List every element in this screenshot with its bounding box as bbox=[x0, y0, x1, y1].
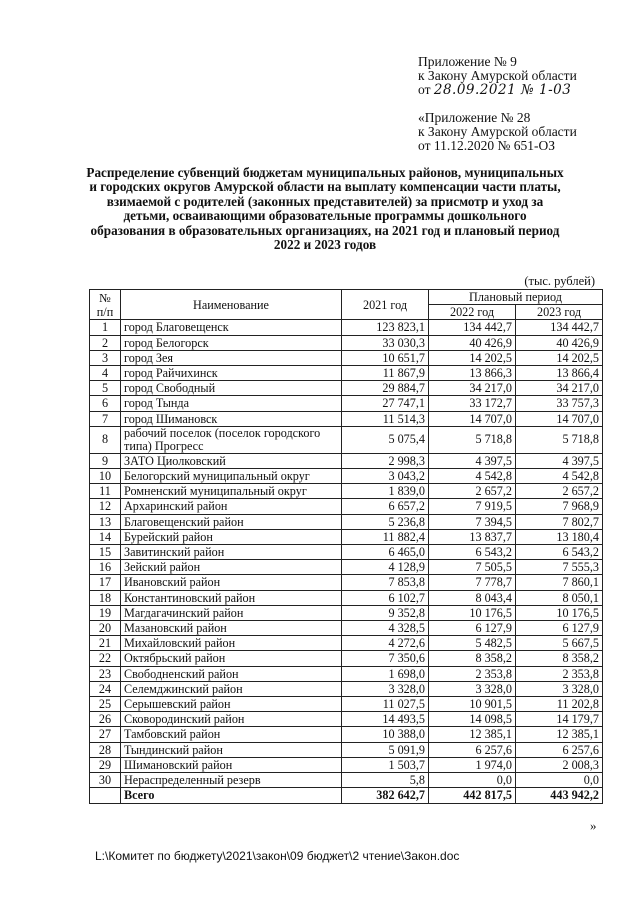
total-2022: 442 817,5 bbox=[429, 788, 516, 803]
row-name: Завитинский район bbox=[121, 545, 342, 560]
row-name: Свободненский район bbox=[121, 666, 342, 681]
row-value-2021: 6 102,7 bbox=[342, 590, 429, 605]
row-value-2023: 5 667,5 bbox=[516, 636, 603, 651]
row-name: Магдагачинский район bbox=[121, 605, 342, 620]
row-value-2022: 34 217,0 bbox=[429, 381, 516, 396]
row-number: 22 bbox=[90, 651, 121, 666]
table-row bbox=[90, 651, 603, 666]
row-number: 21 bbox=[90, 636, 121, 651]
row-value-2023: 2 353,8 bbox=[516, 666, 603, 681]
row-name: город Зея bbox=[121, 350, 342, 365]
table-row bbox=[90, 590, 603, 605]
table-row bbox=[90, 712, 603, 727]
row-value-2021: 7 853,8 bbox=[342, 575, 429, 590]
table-row bbox=[90, 773, 603, 788]
table-row bbox=[90, 545, 603, 560]
row-value-2021: 27 747,1 bbox=[342, 396, 429, 411]
row-name: город Белогорск bbox=[121, 335, 342, 350]
row-number: 10 bbox=[90, 469, 121, 484]
row-number: 26 bbox=[90, 712, 121, 727]
row-value-2021: 3 328,0 bbox=[342, 681, 429, 696]
row-value-2022: 6 543,2 bbox=[429, 545, 516, 560]
row-value-2023: 7 860,1 bbox=[516, 575, 603, 590]
row-value-2023: 2 008,3 bbox=[516, 757, 603, 772]
row-value-2023: 8 358,2 bbox=[516, 651, 603, 666]
table-row bbox=[90, 499, 603, 514]
table-row bbox=[90, 366, 603, 381]
total-2021: 382 642,7 bbox=[342, 788, 429, 803]
row-value-2022: 12 385,1 bbox=[429, 727, 516, 742]
row-value-2021: 6 465,0 bbox=[342, 545, 429, 560]
row-value-2023: 7 555,3 bbox=[516, 560, 603, 575]
row-value-2023: 0,0 bbox=[516, 773, 603, 788]
document-title: Распределение субвенций бюджетам муниципальных районов, муниципальных и городских округов Амурской области на выплату компенсации части платы, взимаемой с родителей (законных представителей) за присмотр и уход за детьми, осваивающими образовательные программы дошкольного образования в образовательных организациях, на 2021 год и плановый период 2022 и 2023 годов bbox=[86, 165, 564, 253]
table-row bbox=[90, 681, 603, 696]
row-value-2021: 5 091,9 bbox=[342, 742, 429, 757]
row-value-2021: 11 882,4 bbox=[342, 529, 429, 544]
row-number: 16 bbox=[90, 560, 121, 575]
table-row bbox=[90, 335, 603, 350]
table-row bbox=[90, 320, 603, 335]
row-value-2023: 2 657,2 bbox=[516, 484, 603, 499]
table-row bbox=[90, 453, 603, 468]
row-value-2022: 2 657,2 bbox=[429, 484, 516, 499]
total-num bbox=[90, 788, 121, 803]
row-value-2022: 14 707,0 bbox=[429, 411, 516, 426]
row-number: 20 bbox=[90, 621, 121, 636]
row-number: 25 bbox=[90, 697, 121, 712]
row-value-2021: 3 043,2 bbox=[342, 469, 429, 484]
row-name: город Шимановск bbox=[121, 411, 342, 426]
row-value-2022: 8 043,4 bbox=[429, 590, 516, 605]
total-label: Всего bbox=[121, 788, 342, 803]
row-number: 27 bbox=[90, 727, 121, 742]
row-value-2022: 134 442,7 bbox=[429, 320, 516, 335]
row-name: Ивановский район bbox=[121, 575, 342, 590]
row-number: 11 bbox=[90, 484, 121, 499]
row-value-2022: 6 257,6 bbox=[429, 742, 516, 757]
row-value-2021: 10 651,7 bbox=[342, 350, 429, 365]
row-number: 19 bbox=[90, 605, 121, 620]
row-name: Зейский район bbox=[121, 560, 342, 575]
table-row bbox=[90, 605, 603, 620]
row-value-2022: 7 505,5 bbox=[429, 560, 516, 575]
row-number: 28 bbox=[90, 742, 121, 757]
row-name: Бурейский район bbox=[121, 529, 342, 544]
table-row bbox=[90, 350, 603, 365]
row-value-2023: 5 718,8 bbox=[516, 426, 603, 453]
row-value-2022: 5 718,8 bbox=[429, 426, 516, 453]
table-row bbox=[90, 742, 603, 757]
header-planned: Плановый период bbox=[429, 290, 603, 305]
table-row bbox=[90, 560, 603, 575]
row-name: город Свободный bbox=[121, 381, 342, 396]
row-number: 15 bbox=[90, 545, 121, 560]
row-number: 9 bbox=[90, 453, 121, 468]
table-row bbox=[90, 484, 603, 499]
row-value-2023: 33 757,3 bbox=[516, 396, 603, 411]
row-value-2023: 13 866,4 bbox=[516, 366, 603, 381]
row-name: Октябрьский район bbox=[121, 651, 342, 666]
total-2023: 443 942,2 bbox=[516, 788, 603, 803]
row-value-2021: 33 030,3 bbox=[342, 335, 429, 350]
subsidy-table bbox=[89, 289, 603, 804]
row-value-2022: 4 542,8 bbox=[429, 469, 516, 484]
row-number: 2 bbox=[90, 335, 121, 350]
row-number: 3 bbox=[90, 350, 121, 365]
row-number: 8 bbox=[90, 426, 121, 453]
row-value-2022: 2 353,8 bbox=[429, 666, 516, 681]
row-name: Серышевский район bbox=[121, 697, 342, 712]
row-value-2023: 40 426,9 bbox=[516, 335, 603, 350]
row-number: 24 bbox=[90, 681, 121, 696]
row-value-2023: 14 202,5 bbox=[516, 350, 603, 365]
row-number: 7 bbox=[90, 411, 121, 426]
table-row bbox=[90, 381, 603, 396]
previous-appendix-law: к Закону Амурской области bbox=[418, 124, 577, 139]
header-num: № п/п bbox=[90, 290, 121, 320]
total-row bbox=[90, 788, 603, 803]
row-value-2022: 7 919,5 bbox=[429, 499, 516, 514]
row-value-2022: 40 426,9 bbox=[429, 335, 516, 350]
row-name: Тындинский район bbox=[121, 742, 342, 757]
row-name: город Благовещенск bbox=[121, 320, 342, 335]
table-row bbox=[90, 426, 603, 453]
row-number: 17 bbox=[90, 575, 121, 590]
row-value-2022: 10 901,5 bbox=[429, 697, 516, 712]
row-value-2023: 134 442,7 bbox=[516, 320, 603, 335]
row-value-2021: 10 388,0 bbox=[342, 727, 429, 742]
row-name: Михайловский район bbox=[121, 636, 342, 651]
row-number: 23 bbox=[90, 666, 121, 681]
row-name: Благовещенский район bbox=[121, 514, 342, 529]
row-value-2023: 4 397,5 bbox=[516, 453, 603, 468]
row-value-2022: 8 358,2 bbox=[429, 651, 516, 666]
table-row bbox=[90, 514, 603, 529]
table-row bbox=[90, 529, 603, 544]
row-value-2023: 11 202,8 bbox=[516, 697, 603, 712]
row-value-2021: 123 823,1 bbox=[342, 320, 429, 335]
row-number: 18 bbox=[90, 590, 121, 605]
table-row bbox=[90, 396, 603, 411]
row-value-2022: 7 394,5 bbox=[429, 514, 516, 529]
table-row bbox=[90, 636, 603, 651]
row-value-2021: 4 128,9 bbox=[342, 560, 429, 575]
appendix-block bbox=[418, 55, 633, 97]
row-name: Мазановский район bbox=[121, 621, 342, 636]
row-value-2021: 11 514,3 bbox=[342, 411, 429, 426]
table-row bbox=[90, 575, 603, 590]
row-value-2022: 4 397,5 bbox=[429, 453, 516, 468]
row-name: Ромненский муниципальный округ bbox=[121, 484, 342, 499]
row-value-2022: 5 482,5 bbox=[429, 636, 516, 651]
row-value-2021: 4 272,6 bbox=[342, 636, 429, 651]
row-value-2021: 5,8 bbox=[342, 773, 429, 788]
appendix-date-prefix: от bbox=[418, 82, 431, 97]
row-value-2023: 14 707,0 bbox=[516, 411, 603, 426]
file-path-footer: L:\Комитет по бюджету\2021\закон\09 бюджет\2 чтение\Закон.doc bbox=[95, 849, 460, 863]
row-value-2022: 14 202,5 bbox=[429, 350, 516, 365]
header-2023: 2023 год bbox=[516, 305, 603, 320]
table-row bbox=[90, 411, 603, 426]
row-value-2022: 10 176,5 bbox=[429, 605, 516, 620]
row-value-2023: 8 050,1 bbox=[516, 590, 603, 605]
table-row bbox=[90, 697, 603, 712]
row-name: ЗАТО Циолковский bbox=[121, 453, 342, 468]
row-value-2022: 14 098,5 bbox=[429, 712, 516, 727]
row-value-2021: 11 867,9 bbox=[342, 366, 429, 381]
row-value-2021: 6 657,2 bbox=[342, 499, 429, 514]
row-value-2023: 10 176,5 bbox=[516, 605, 603, 620]
row-name: Архаринский район bbox=[121, 499, 342, 514]
row-value-2023: 13 180,4 bbox=[516, 529, 603, 544]
row-number: 29 bbox=[90, 757, 121, 772]
previous-appendix-number: «Приложение № 28 bbox=[418, 110, 531, 125]
handwritten-date-number: 28.09.2021 № 1-03 bbox=[433, 82, 572, 98]
table-row bbox=[90, 757, 603, 772]
row-value-2023: 7 968,9 bbox=[516, 499, 603, 514]
row-value-2022: 13 837,7 bbox=[429, 529, 516, 544]
table-row bbox=[90, 666, 603, 681]
appendix-date bbox=[418, 83, 633, 97]
row-name: город Тында bbox=[121, 396, 342, 411]
row-name: рабочий поселок (поселок городского типа) Прогресс bbox=[121, 426, 342, 453]
header-2021: 2021 год bbox=[342, 290, 429, 320]
row-number: 1 bbox=[90, 320, 121, 335]
row-value-2022: 6 127,9 bbox=[429, 621, 516, 636]
row-value-2023: 6 543,2 bbox=[516, 545, 603, 560]
row-value-2022: 0,0 bbox=[429, 773, 516, 788]
row-value-2022: 7 778,7 bbox=[429, 575, 516, 590]
row-name: Константиновский район bbox=[121, 590, 342, 605]
row-value-2021: 4 328,5 bbox=[342, 621, 429, 636]
row-value-2023: 6 127,9 bbox=[516, 621, 603, 636]
row-value-2023: 34 217,0 bbox=[516, 381, 603, 396]
units-label: (тыс. рублей) bbox=[524, 274, 595, 288]
row-number: 4 bbox=[90, 366, 121, 381]
row-name: Тамбовский район bbox=[121, 727, 342, 742]
row-number: 12 bbox=[90, 499, 121, 514]
row-name: Белогорский муниципальный округ bbox=[121, 469, 342, 484]
row-value-2023: 12 385,1 bbox=[516, 727, 603, 742]
closing-quote: » bbox=[590, 818, 597, 833]
row-value-2021: 5 236,8 bbox=[342, 514, 429, 529]
row-value-2022: 1 974,0 bbox=[429, 757, 516, 772]
header-name: Наименование bbox=[121, 290, 342, 320]
row-value-2021: 1 839,0 bbox=[342, 484, 429, 499]
row-value-2021: 7 350,6 bbox=[342, 651, 429, 666]
row-value-2021: 5 075,4 bbox=[342, 426, 429, 453]
row-value-2021: 1 503,7 bbox=[342, 757, 429, 772]
table-row bbox=[90, 727, 603, 742]
table-body bbox=[90, 320, 603, 788]
row-value-2022: 33 172,7 bbox=[429, 396, 516, 411]
row-name: город Райчихинск bbox=[121, 366, 342, 381]
header-2022: 2022 год bbox=[429, 305, 516, 320]
row-name: Сковородинский район bbox=[121, 712, 342, 727]
row-number: 5 bbox=[90, 381, 121, 396]
row-number: 6 bbox=[90, 396, 121, 411]
row-number: 13 bbox=[90, 514, 121, 529]
row-name: Нераспределенный резерв bbox=[121, 773, 342, 788]
appendix-number: Приложение № 9 bbox=[418, 54, 517, 69]
row-value-2023: 3 328,0 bbox=[516, 681, 603, 696]
row-value-2023: 4 542,8 bbox=[516, 469, 603, 484]
row-value-2022: 13 866,3 bbox=[429, 366, 516, 381]
row-value-2021: 11 027,5 bbox=[342, 697, 429, 712]
row-name: Шимановский район bbox=[121, 757, 342, 772]
row-value-2021: 9 352,8 bbox=[342, 605, 429, 620]
table-row bbox=[90, 621, 603, 636]
row-value-2021: 29 884,7 bbox=[342, 381, 429, 396]
previous-appendix-block bbox=[418, 111, 633, 153]
row-value-2023: 6 257,6 bbox=[516, 742, 603, 757]
row-value-2022: 3 328,0 bbox=[429, 681, 516, 696]
row-number: 30 bbox=[90, 773, 121, 788]
row-number: 14 bbox=[90, 529, 121, 544]
table-row bbox=[90, 469, 603, 484]
row-value-2021: 14 493,5 bbox=[342, 712, 429, 727]
appendix-law: к Закону Амурской области bbox=[418, 68, 577, 83]
row-name: Селемджинский район bbox=[121, 681, 342, 696]
row-value-2023: 14 179,7 bbox=[516, 712, 603, 727]
previous-appendix-date: от 11.12.2020 № 651-ОЗ bbox=[418, 138, 555, 153]
row-value-2023: 7 802,7 bbox=[516, 514, 603, 529]
row-value-2021: 1 698,0 bbox=[342, 666, 429, 681]
row-value-2021: 2 998,3 bbox=[342, 453, 429, 468]
